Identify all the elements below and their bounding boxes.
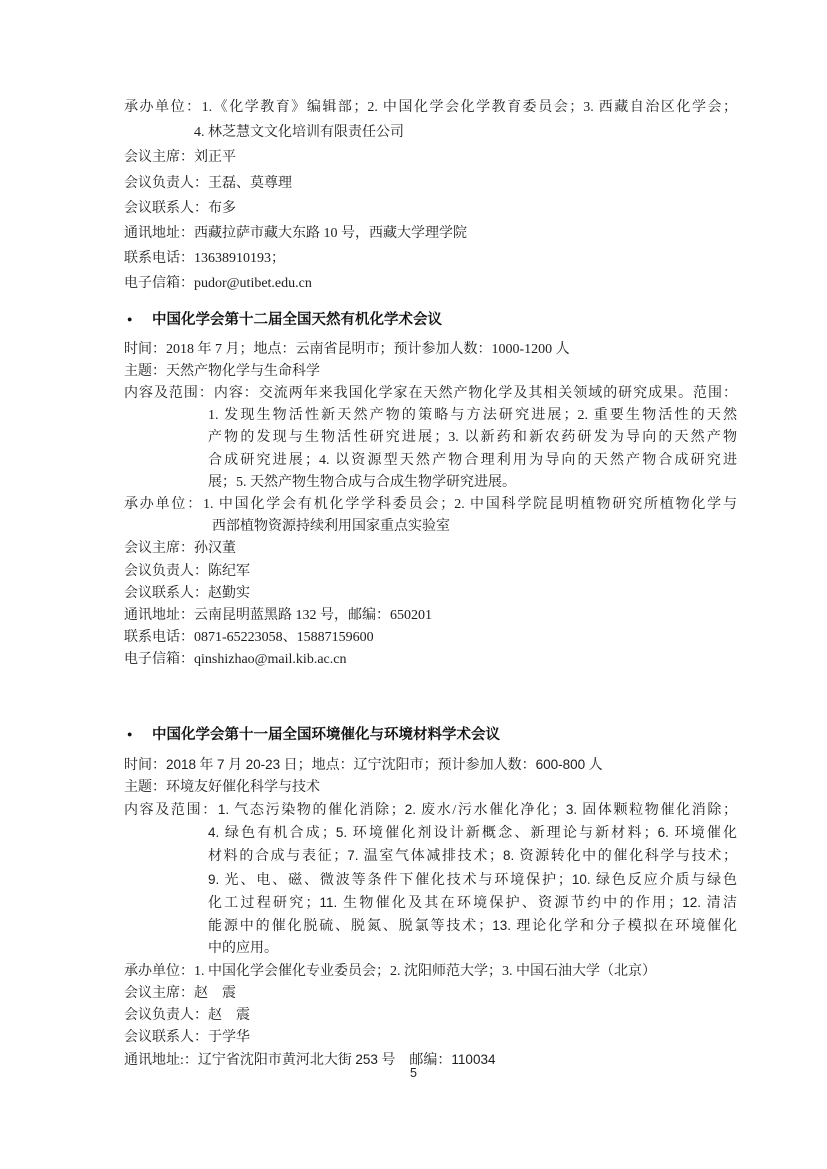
- text-line: 会议负责人：陈纪军: [124, 563, 250, 579]
- text-line: 时间：2018 年 7 月；地点：云南省昆明市；预计参加人数：1000-1200 人: [124, 341, 570, 357]
- digit-run: 13.: [492, 918, 511, 934]
- digit-run: 600-800: [535, 756, 586, 772]
- text-line: 展；5. 天然产物生物合成与合成生物学研究进展。: [208, 474, 516, 490]
- text-line: 会议负责人：赵 震: [124, 1007, 250, 1023]
- text-line: 内容及范围：1. 气态污染物的催化消除；2. 废水/污水催化净化；3. 固体颗粒物催化消除；: [124, 802, 738, 819]
- text-line: 承办单位：1. 中国化学会有机化学学科委员会；2. 中国科学院昆明植物研究所植物化学与: [124, 497, 737, 513]
- digit-run: 110034: [451, 1052, 496, 1068]
- text-line: 合成研究进展；4. 以资源型天然产物合理利用为导向的天然产物合成研究进: [208, 452, 737, 468]
- digit-run: 20-23: [245, 756, 281, 772]
- digit-run: 2018: [166, 756, 197, 772]
- text-line: 会议联系人：赵勤实: [124, 585, 250, 601]
- digit-run: 3.: [565, 802, 578, 818]
- text-line: 4. 绿色有机合成；5. 环境催化剂设计新概念、新理论与新材料；6. 环境催化: [208, 825, 738, 842]
- digit-run: 2.: [404, 802, 416, 818]
- digit-run: 5.: [335, 825, 348, 841]
- conference-title: 中国化学会第十一届全国环境催化与环境材料学术会议: [152, 726, 500, 743]
- text-line: 通讯地址：云南昆明蓝黑路 132 号，邮编：650201: [124, 608, 432, 624]
- text-line: 化工过程研究；11. 生物催化及其在环境保护、资源节约中的作用；12. 清洁: [208, 894, 738, 911]
- digit-run: 6.: [657, 825, 669, 841]
- document-content: [124, 95, 737, 1073]
- text-line: 时间：2018 年 7 月 20-23 日；地点：辽宁沈阳市；预计参加人数：600-800 人: [124, 756, 603, 773]
- digit-run: 7: [217, 756, 225, 772]
- text-line: 西部植物资源持续利用国家重点实验室: [212, 519, 450, 535]
- text-line: 产物的发现与生物活性研究进展；3. 以新药和新农药研发为导向的天然产物: [208, 430, 737, 446]
- conference-heading: [124, 722, 737, 748]
- conference-heading: [124, 307, 737, 333]
- text-line: 会议主席：刘正平: [124, 150, 236, 166]
- text-line: 中的应用。: [208, 941, 278, 957]
- digit-run: 10.: [571, 871, 591, 887]
- text-line: 承办单位：1.《化学教育》编辑部；2. 中国化学会化学教育委员会；3. 西藏自治区化学会；: [124, 100, 737, 115]
- digit-run: 7.: [347, 848, 359, 864]
- text-line: 电子信箱：qinshizhao@mail.kib.ac.cn: [124, 652, 347, 668]
- conference-title: 中国化学会第十二届全国天然有机化学术会议: [152, 311, 442, 328]
- text-line: 会议联系人：于学华: [124, 1030, 250, 1046]
- digit-run: 8.: [503, 848, 515, 864]
- text-line: 会议主席：赵 震: [124, 985, 236, 1001]
- text-line: 会议联系人：布多: [124, 200, 236, 216]
- bullet-icon: ●: [127, 728, 133, 739]
- text-line: 通讯地址:：辽宁省沈阳市黄河北大街 253 号 邮编：110034: [124, 1052, 496, 1069]
- bullet-icon: ●: [127, 313, 133, 324]
- text-line: 9. 光、电、磁、微波等条件下催化技术与环境保护；10. 绿色反应介质与绿色: [208, 871, 738, 888]
- text-line: 主题：天然产物化学与生命科学: [124, 363, 320, 379]
- digit-run: 11.: [319, 894, 338, 910]
- text-line: 通讯地址：西藏拉萨市藏大东路 10 号，西藏大学理学院: [124, 226, 467, 242]
- text-line: 主题：环境友好催化科学与技术: [124, 779, 320, 795]
- text-line: 1. 发现生物活性新天然产物的策略与方法研究进展；2. 重要生物活性的天然: [208, 408, 737, 424]
- page-number: 5: [410, 1066, 417, 1080]
- conference-section: [124, 307, 737, 672]
- text-line: 会议负责人：王磊、莫尊理: [124, 175, 292, 191]
- digit-run: 253: [355, 1052, 378, 1068]
- text-line: 联系电话：0871-65223058、15887159600: [124, 630, 374, 646]
- text-line: 能源中的催化脱硫、脱氮、脱氯等技术；13. 理论化学和分子模拟在环境催化: [208, 918, 738, 935]
- text-line: 材料的合成与表征；7. 温室气体减排技术；8. 资源转化中的催化科学与技术；: [208, 848, 738, 865]
- text-line: 承办单位：1. 中国化学会催化专业委员会；2. 沈阳师范大学；3. 中国石油大学（北京）: [124, 963, 656, 979]
- text-line: 电子信箱：pudor@utibet.edu.cn: [124, 276, 312, 292]
- digit-run: 4.: [208, 825, 220, 841]
- text-line: 会议主席：孙汉董: [124, 541, 236, 557]
- digit-run: 9.: [208, 871, 220, 887]
- digit-run: 1.: [217, 802, 230, 818]
- conference-section: [124, 95, 737, 297]
- text-line: 4. 林芝慧文文化培训有限责任公司: [194, 125, 404, 141]
- text-line: 内容及范围：内容：交流两年来我国化学家在天然产物化学及其相关领域的研究成果。范围：: [124, 386, 737, 402]
- conference-section: [124, 722, 737, 1073]
- digit-run: 12.: [682, 894, 701, 910]
- text-line: 联系电话：13638910193；: [124, 251, 285, 267]
